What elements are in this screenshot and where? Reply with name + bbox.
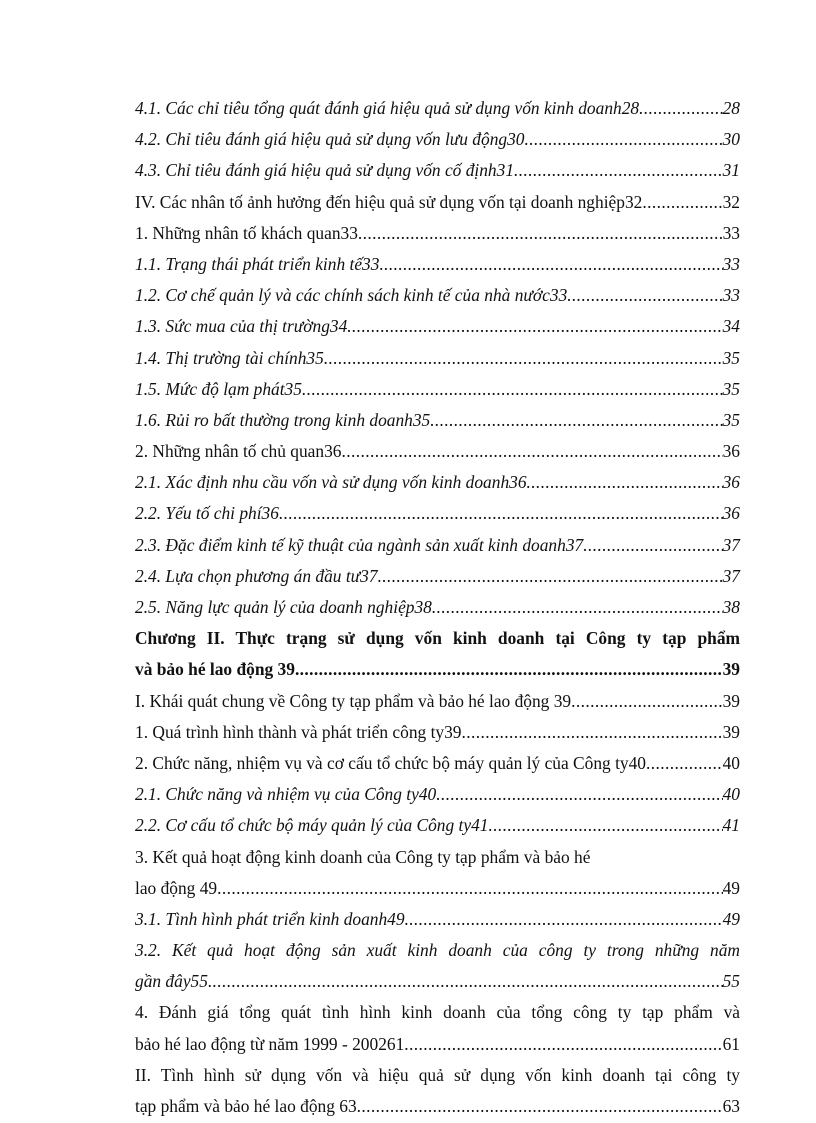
toc-entry-ii-ii[interactable]: II. Tình hình sử dụng vốn và hiệu quả sử dụng vốn kinh doanh tại công ty bbox=[135, 1064, 740, 1085]
toc-entry-text: bảo hé lao động từ năm 1999 - 200261 bbox=[135, 1033, 405, 1054]
toc-leader-dots bbox=[488, 810, 722, 841]
toc-entry-text: 1.1. Trạng thái phát triển kinh tế33 bbox=[135, 253, 380, 274]
toc-page-number: 38 bbox=[722, 597, 740, 617]
toc-entry-ii-3-cont[interactable] bbox=[135, 873, 740, 904]
toc-leader-dots bbox=[639, 93, 723, 124]
toc-entry-text: 1.4. Thị trường tài chính35 bbox=[135, 347, 324, 368]
toc-entry-text: 1.5. Mức độ lạm phát35 bbox=[135, 378, 302, 399]
toc-entry-text: tạp phẩm và bảo hé lao động 63 bbox=[135, 1096, 357, 1116]
toc-entry-4-2[interactable] bbox=[135, 124, 740, 155]
toc-entry-2-5[interactable] bbox=[135, 592, 740, 623]
toc-entry-ii-2-2[interactable] bbox=[135, 810, 740, 841]
toc-page-number: 33 bbox=[722, 253, 740, 274]
toc-page-number: 36 bbox=[722, 472, 740, 493]
toc-page-number: 34 bbox=[722, 316, 740, 337]
toc-entry-chapter-ii-cont[interactable] bbox=[135, 654, 740, 685]
toc-entry-text: 2.4. Lựa chọn phương án đầu tư37 bbox=[135, 565, 378, 586]
toc-entry-1[interactable] bbox=[135, 218, 740, 249]
toc-page-number: 28 bbox=[722, 98, 740, 118]
toc-leader-dots bbox=[357, 1091, 723, 1122]
toc-leader-dots bbox=[436, 779, 722, 810]
toc-entry-ii-1[interactable] bbox=[135, 717, 740, 748]
toc-leader-dots bbox=[462, 717, 723, 748]
toc-leader-dots bbox=[295, 654, 723, 685]
toc-page-number: 40 bbox=[722, 784, 740, 805]
toc-entry-ii-3-2-cont[interactable] bbox=[135, 966, 740, 997]
toc-entry-text: 2.2. Cơ cấu tổ chức bộ máy quản lý của Công ty41 bbox=[135, 815, 489, 836]
toc-entry-1-4[interactable] bbox=[135, 343, 740, 374]
toc-entry-chapter-ii[interactable]: Chương II. Thực trạng sử dụng vốn kinh doanh tại Công ty tạp phẩm bbox=[135, 628, 740, 649]
toc-entry-text: 2.1. Chức năng và nhiệm vụ của Công ty40 bbox=[135, 784, 437, 805]
toc-entry-text: và bảo hé lao động 39 bbox=[135, 659, 295, 680]
toc-entry-text: 2.2. Yếu tố chi phí36 bbox=[135, 503, 279, 524]
toc-page-number: 39 bbox=[722, 659, 740, 680]
toc-page-number: 36 bbox=[722, 503, 740, 524]
toc-entry-text: 1. Quá trình hình thành và phát triển công ty39 bbox=[135, 721, 462, 742]
toc-leader-dots bbox=[342, 436, 723, 467]
toc-page-number: 49 bbox=[722, 908, 740, 929]
toc-entry-text: lao động 49 bbox=[135, 877, 218, 898]
toc-entry-2-2[interactable] bbox=[135, 498, 740, 529]
toc-page-number: 35 bbox=[722, 378, 740, 399]
toc-leader-dots bbox=[571, 686, 722, 717]
toc-leader-dots bbox=[567, 280, 722, 311]
table-of-contents bbox=[135, 93, 740, 1122]
toc-entry-ii-4[interactable]: 4. Đánh giá tổng quát tình hình kinh doanh của tổng công ty tạp phẩm và bbox=[135, 1002, 740, 1023]
toc-entry-2[interactable] bbox=[135, 436, 740, 467]
toc-entry-1-1[interactable] bbox=[135, 249, 740, 280]
toc-leader-dots bbox=[430, 405, 722, 436]
toc-leader-dots bbox=[324, 343, 723, 374]
toc-entry-ii-i[interactable] bbox=[135, 686, 740, 717]
toc-page-number: 33 bbox=[722, 222, 740, 243]
toc-entry-text: gần đây55 bbox=[135, 971, 208, 992]
toc-leader-dots bbox=[347, 311, 722, 342]
toc-entry-ii-ii-cont[interactable] bbox=[135, 1091, 740, 1122]
toc-entry-4-1[interactable] bbox=[135, 93, 740, 124]
toc-entry-text: I. Khái quát chung về Công ty tạp phẩm và bảo hé lao động 39 bbox=[135, 690, 572, 711]
toc-page-number: 61 bbox=[722, 1033, 740, 1054]
toc-leader-dots bbox=[404, 1029, 722, 1060]
toc-entry-ii-4-cont[interactable] bbox=[135, 1029, 740, 1060]
toc-page-number: 35 bbox=[722, 409, 740, 430]
toc-page-number: 31 bbox=[722, 160, 740, 181]
toc-entry-text: 2.1. Xác định nhu cầu vốn và sử dụng vốn kinh doanh36 bbox=[135, 472, 527, 493]
toc-page-number: 37 bbox=[722, 565, 740, 586]
toc-entry-ii-2-1[interactable] bbox=[135, 779, 740, 810]
toc-page-number: 41 bbox=[722, 815, 740, 836]
toc-entry-ii-3[interactable]: 3. Kết quả hoạt động kinh doanh của Công ty tạp phẩm và bảo hé bbox=[135, 846, 591, 867]
toc-page-number: 39 bbox=[722, 721, 740, 742]
toc-entry-ii-3-1[interactable] bbox=[135, 904, 740, 935]
toc-leader-dots bbox=[379, 249, 722, 280]
toc-entry-iv[interactable] bbox=[135, 187, 740, 218]
toc-entry-1-2[interactable] bbox=[135, 280, 740, 311]
toc-page-number: 55 bbox=[722, 971, 740, 992]
toc-page-number: 35 bbox=[722, 347, 740, 368]
toc-entry-text: 1.6. Rủi ro bất thường trong kinh doanh35 bbox=[135, 409, 431, 430]
toc-page-number: 37 bbox=[722, 534, 740, 555]
toc-page-number: 36 bbox=[722, 441, 740, 462]
toc-entry-1-5[interactable] bbox=[135, 374, 740, 405]
toc-entry-text: 2. Chức năng, nhiệm vụ và cơ cấu tổ chức bộ máy quản lý của Công ty40 bbox=[135, 752, 647, 773]
toc-entry-text: 4.3. Chỉ tiêu đánh giá hiệu quả sử dụng vốn cố định31 bbox=[135, 160, 515, 181]
toc-leader-dots bbox=[524, 124, 722, 155]
toc-page-number: 63 bbox=[722, 1096, 740, 1116]
toc-entry-1-6[interactable] bbox=[135, 405, 740, 436]
toc-entry-2-1[interactable] bbox=[135, 467, 740, 498]
toc-entry-text: 4.2. Chỉ tiêu đánh giá hiệu quả sử dụng vốn lưu động30 bbox=[135, 129, 525, 150]
toc-leader-dots bbox=[432, 592, 723, 623]
toc-entry-text: 3.1. Tình hình phát triển kinh doanh49 bbox=[135, 908, 405, 929]
toc-leader-dots bbox=[405, 904, 723, 935]
toc-entry-text: 4.1. Các chỉ tiêu tổng quát đánh giá hiệu quả sử dụng vốn kinh doanh28 bbox=[135, 98, 640, 118]
toc-entry-1-3[interactable] bbox=[135, 311, 740, 342]
toc-entry-text: 2.3. Đặc điểm kinh tế kỹ thuật của ngành sản xuất kinh doanh37 bbox=[135, 534, 584, 555]
toc-entry-2-3[interactable] bbox=[135, 530, 740, 561]
toc-page-number: 32 bbox=[722, 191, 740, 212]
toc-page-number: 33 bbox=[722, 285, 740, 306]
toc-page-number: 30 bbox=[722, 129, 740, 150]
toc-entry-text: IV. Các nhân tố ảnh hưởng đến hiệu quả sử dụng vốn tại doanh nghiệp32 bbox=[135, 191, 643, 212]
toc-leader-dots bbox=[646, 748, 723, 779]
toc-leader-dots bbox=[279, 498, 723, 529]
toc-leader-dots bbox=[642, 187, 722, 218]
toc-leader-dots bbox=[514, 155, 723, 186]
toc-entry-text: 1.2. Cơ chế quản lý và các chính sách kinh tế của nhà nước33 bbox=[135, 285, 568, 306]
toc-leader-dots bbox=[583, 530, 722, 561]
toc-entry-ii-2[interactable] bbox=[135, 748, 740, 779]
toc-leader-dots bbox=[527, 467, 723, 498]
toc-entry-ii-3-2[interactable]: 3.2. Kết quả hoạt động sản xuất kinh doanh của công ty trong những năm bbox=[135, 940, 740, 961]
toc-leader-dots bbox=[302, 374, 723, 405]
toc-entry-text: 1. Những nhân tố khách quan33 bbox=[135, 222, 358, 243]
toc-page-number: 39 bbox=[722, 690, 740, 711]
toc-leader-dots bbox=[208, 966, 723, 997]
toc-page-number: 49 bbox=[722, 877, 740, 898]
toc-leader-dots bbox=[378, 561, 723, 592]
toc-leader-dots bbox=[217, 873, 722, 904]
toc-entry-text: 2. Những nhân tố chủ quan36 bbox=[135, 441, 342, 462]
toc-entry-4-3[interactable] bbox=[135, 155, 740, 186]
toc-entry-2-4[interactable] bbox=[135, 561, 740, 592]
toc-entry-text: 2.5. Năng lực quản lý của doanh nghiệp38 bbox=[135, 597, 432, 617]
toc-page-number: 40 bbox=[722, 752, 740, 773]
toc-leader-dots bbox=[358, 218, 723, 249]
toc-entry-text: 1.3. Sức mua của thị trường34 bbox=[135, 316, 348, 337]
